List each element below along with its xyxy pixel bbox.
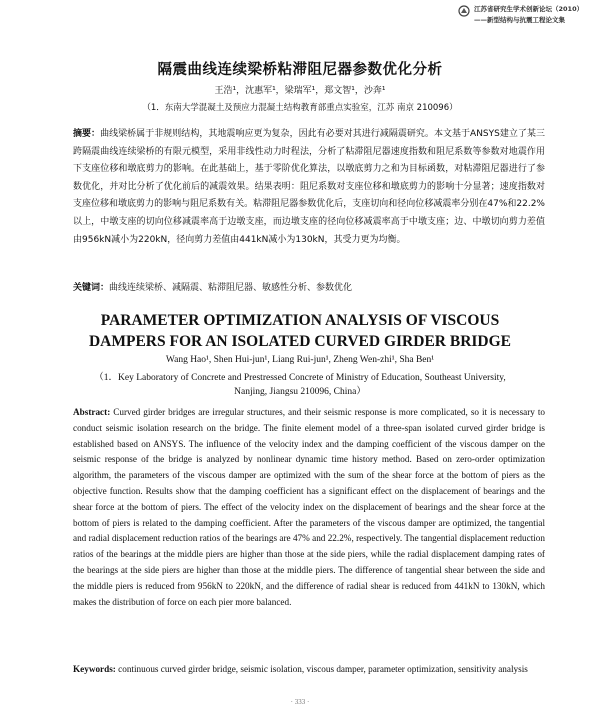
chinese-keywords-text: 曲线连续梁桥、减隔震、粘滞阻尼器、敏感性分析、参数优化 xyxy=(109,283,353,293)
english-title xyxy=(0,310,600,352)
english-authors: Wang Hao¹, Shen Hui-jun¹, Liang Rui-jun¹, Zheng Wen-zhi¹, Sha Ben¹ xyxy=(165,355,435,365)
chinese-abstract xyxy=(73,126,545,249)
chinese-affiliation: （1．东南大学混凝土及预应力混凝土结构教育部重点实验室，江苏 南京 210096） xyxy=(142,103,458,113)
english-affiliation-line-2: Nanjing, Jiangsu 210096, China） xyxy=(234,387,366,397)
logo-line-1: 江苏省研究生学术创新论坛（2010） xyxy=(474,5,584,13)
english-keywords xyxy=(73,662,545,678)
chinese-abstract-text: 曲线梁桥属于非规则结构，其地震响应更为复杂，因此有必要对其进行减隔震研究。本文基于ANSYS建立了某三跨隔震曲线连续梁桥的有限元模型，采用非线性动力时程法，分析了粘滞阻尼器速度指数和阻尼系数等参数对地震作用下支座位移和墩底剪力的影响。在此基础上，基于零阶优化算法，以墩底剪力之和为目标函数，对粘滞阻尼器进行了参数优化，并对比分析了优化前后的减震效果。结果表明：阻尼系数对支座位移和墩底剪力的影响十分显著；速度指数对支座位移和墩底剪力的影响与阻尼系数有关。粘滞阻尼器参数优化后，支座切向和径向位移减震率分别在47%和22.2%以上，中墩支座的切向位移减震率高于边墩支座，而边墩支座的径向位移减震率高于中墩支座；边、中墩切向剪力差值由956kN减小为220kN，径向剪力差值由441kN减小为130kN，其受力更为均衡。 xyxy=(73,129,545,245)
english-keywords-text: continuous curved girder bridge, seismic isolation, viscous damper, parameter optimization, sensitivity analysis xyxy=(118,664,528,674)
conference-emblem-icon xyxy=(458,5,470,17)
english-abstract-text: Curved girder bridges are irregular structures, and their seismic response is more complicated, so it is necessary to conduct seismic isolation research on the bridge. The finite element model of a three-span isolated curved girder bridge is established based on ANSYS. The influence of the velocity index and the damping coefficient of the viscous damper on the seismic response of the bridge is analyzed by nonlinear dynamic time history method. Based on zero-order optimization algorithm, the parameters of the viscous damper are optimized with the sum of the shear force at the bottom of piers as the objective function. Results show that the damping coefficient has a significant effect on the displacement of bearings and the shear force at the bottom of piers. The effect of the velocity index on the displacement of bearings and the shear force at the bottom of piers is related to the damping coefficient. After the parameters of the viscous damper are optimized, the tangential and radial displacement reduction ratios of the bearings are 47% and 22.2%, respectively. The tangential displacement reduction ratios of the bearings at the middle piers are higher than those at the side piers, while the radial displacement damping rates of the bearings at the side piers are higher than those at the middle piers. The difference of tangential shear between the side and the middle piers is reduced from 956kN to 220kN, and the difference of radial shear is reduced from 441kN to 130kN, which makes the distribution of force on each pier more balanced. xyxy=(73,407,546,607)
english-title-line-2: DAMPERS FOR AN ISOLATED CURVED GIRDER BRIDGE xyxy=(88,333,512,350)
english-abstract-label: Abstract: xyxy=(73,407,111,417)
english-title-line-1: PARAMETER OPTIMIZATION ANALYSIS OF VISCOUS xyxy=(100,312,500,329)
chinese-keywords-label: 关键词： xyxy=(73,283,110,293)
conference-logo xyxy=(458,4,584,30)
chinese-authors: 王浩¹，沈惠军¹，梁瑞军¹，郑文智¹，沙奔¹ xyxy=(214,86,386,96)
logo-line-2: ——新型结构与抗震工程论文集 xyxy=(474,16,565,24)
english-affiliation-line-1: （1．Key Laboratory of Concrete and Prestressed Concrete of Ministry of Education, Southeast University, xyxy=(94,373,506,383)
chinese-title: 隔震曲线连续梁桥粘滞阻尼器参数优化分析 xyxy=(157,62,443,78)
page-number: · 333 · xyxy=(290,698,310,706)
chinese-keywords xyxy=(73,280,545,293)
english-abstract xyxy=(73,405,545,610)
english-affiliation xyxy=(70,371,530,399)
chinese-abstract-label: 摘要： xyxy=(73,129,101,139)
english-keywords-label: Keywords: xyxy=(73,664,116,674)
